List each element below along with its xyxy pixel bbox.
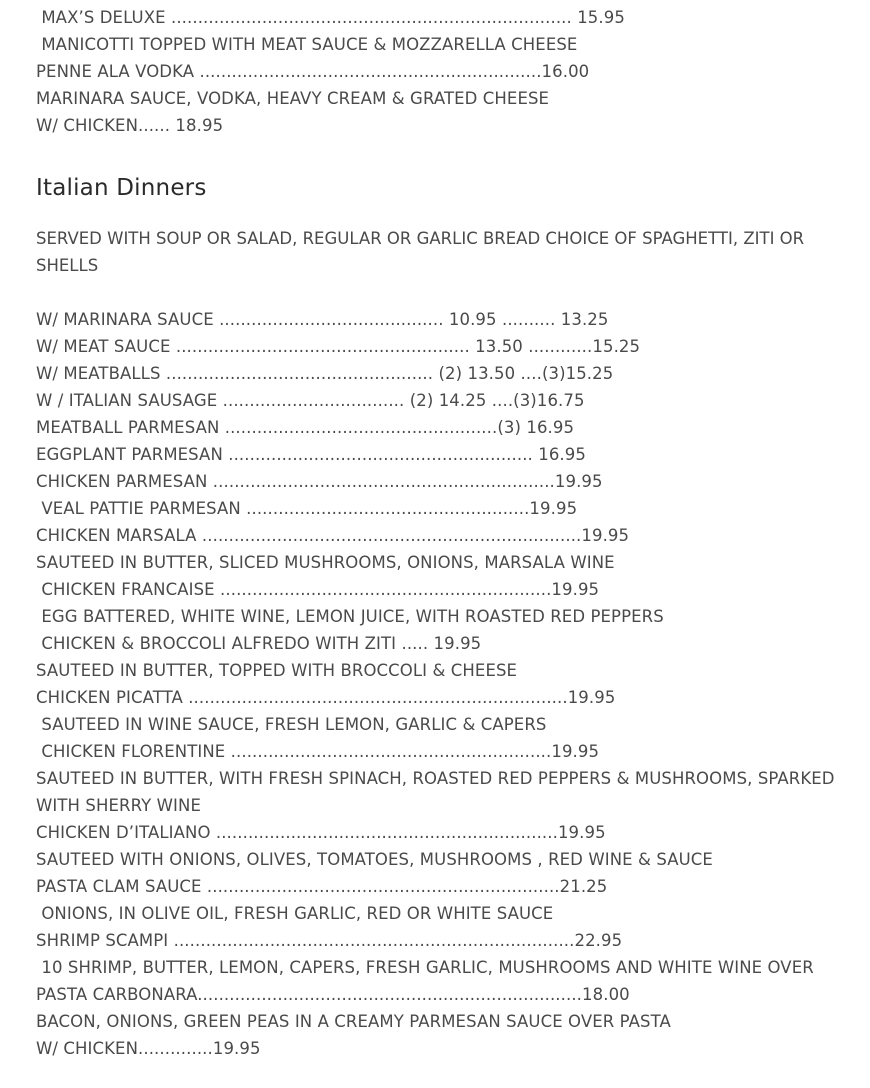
- menu-line: CHICKEN D’ITALIANO ................................................................19.95: [36, 823, 606, 842]
- menu-line: CHICKEN MARSALA .......................................................................19.95: [36, 526, 630, 545]
- menu-line: BACON, ONIONS, GREEN PEAS IN A CREAMY PARMESAN SAUCE OVER PASTA: [36, 1012, 671, 1031]
- menu-line: CHICKEN PICATTA .......................................................................19.95: [36, 688, 616, 707]
- menu-line: MARINARA SAUCE, VODKA, HEAVY CREAM & GRATED CHEESE: [36, 89, 550, 108]
- menu-line: MEATBALL PARMESAN ...................................................(3) 16.95: [36, 418, 575, 437]
- section-intro: SERVED WITH SOUP OR SALAD, REGULAR OR GARLIC BREAD CHOICE OF SPAGHETTI, ZITI OR SHELLS: [36, 229, 805, 275]
- menu-line: SAUTEED IN BUTTER, WITH FRESH SPINACH, ROASTED RED PEPPERS & MUSHROOMS, SPARKED: [36, 769, 835, 788]
- dinner-items: [36, 306, 856, 1062]
- menu-line: PASTA CLAM SAUCE ..................................................................21.25: [36, 877, 608, 896]
- menu-line: CHICKEN FLORENTINE ............................................................19.95: [36, 742, 600, 761]
- menu-line: 10 SHRIMP, BUTTER, LEMON, CAPERS, FRESH GARLIC, MUSHROOMS AND WHITE WINE OVER: [36, 958, 814, 977]
- menu-line: ONIONS, IN OLIVE OIL, FRESH GARLIC, RED OR WHITE SAUCE: [36, 904, 554, 923]
- menu-line: PENNE ALA VODKA ................................................................16.00: [36, 62, 590, 81]
- menu-line: W/ MEAT SAUCE ....................................................... 13.50 ............15.25: [36, 337, 641, 356]
- menu-line: WITH SHERRY WINE: [36, 796, 201, 815]
- menu-line: CHICKEN FRANCAISE ..............................................................19.95: [36, 580, 600, 599]
- menu-line: VEAL PATTIE PARMESAN .....................................................19.95: [36, 499, 578, 518]
- menu-line: EGG BATTERED, WHITE WINE, LEMON JUICE, WITH ROASTED RED PEPPERS: [36, 607, 664, 626]
- menu-line: EGGPLANT PARMESAN ......................................................... 16.95: [36, 445, 586, 464]
- menu-line: SHRIMP SCAMPI ...........................................................................22.95: [36, 931, 623, 950]
- menu-line: SAUTEED IN BUTTER, SLICED MUSHROOMS, ONIONS, MARSALA WINE: [36, 553, 615, 572]
- menu-line: MAX’S DELUXE ........................................................................... 15.95: [36, 8, 625, 27]
- menu-line: SAUTEED WITH ONIONS, OLIVES, TOMATOES, MUSHROOMS , RED WINE & SAUCE: [36, 850, 713, 869]
- menu-line: W/ MEATBALLS .................................................. (2) 13.50 ....(3)15.25: [36, 364, 614, 383]
- top-items: [36, 4, 856, 139]
- menu-line: CHICKEN PARMESAN ................................................................19.95: [36, 472, 603, 491]
- menu-line: CHICKEN & BROCCOLI ALFREDO WITH ZITI ..... 19.95: [36, 634, 482, 653]
- menu-line: W/ CHICKEN..............19.95: [36, 1039, 261, 1058]
- menu-line: W/ MARINARA SAUCE .......................................... 10.95 .......... 13.25: [36, 310, 609, 329]
- menu-page: [36, 4, 856, 1062]
- menu-line: SAUTEED IN WINE SAUCE, FRESH LEMON, GARLIC & CAPERS: [36, 715, 547, 734]
- menu-line: SAUTEED IN BUTTER, TOPPED WITH BROCCOLI & CHEESE: [36, 661, 518, 680]
- menu-line: W/ CHICKEN...... 18.95: [36, 116, 224, 135]
- menu-line: W / ITALIAN SAUSAGE .................................. (2) 14.25 ....(3)16.75: [36, 391, 585, 410]
- menu-line: MANICOTTI TOPPED WITH MEAT SAUCE & MOZZARELLA CHEESE: [36, 35, 578, 54]
- section-title: Italian Dinners: [36, 175, 207, 201]
- menu-line: PASTA CARBONARA........................................................................18.00: [36, 985, 630, 1004]
